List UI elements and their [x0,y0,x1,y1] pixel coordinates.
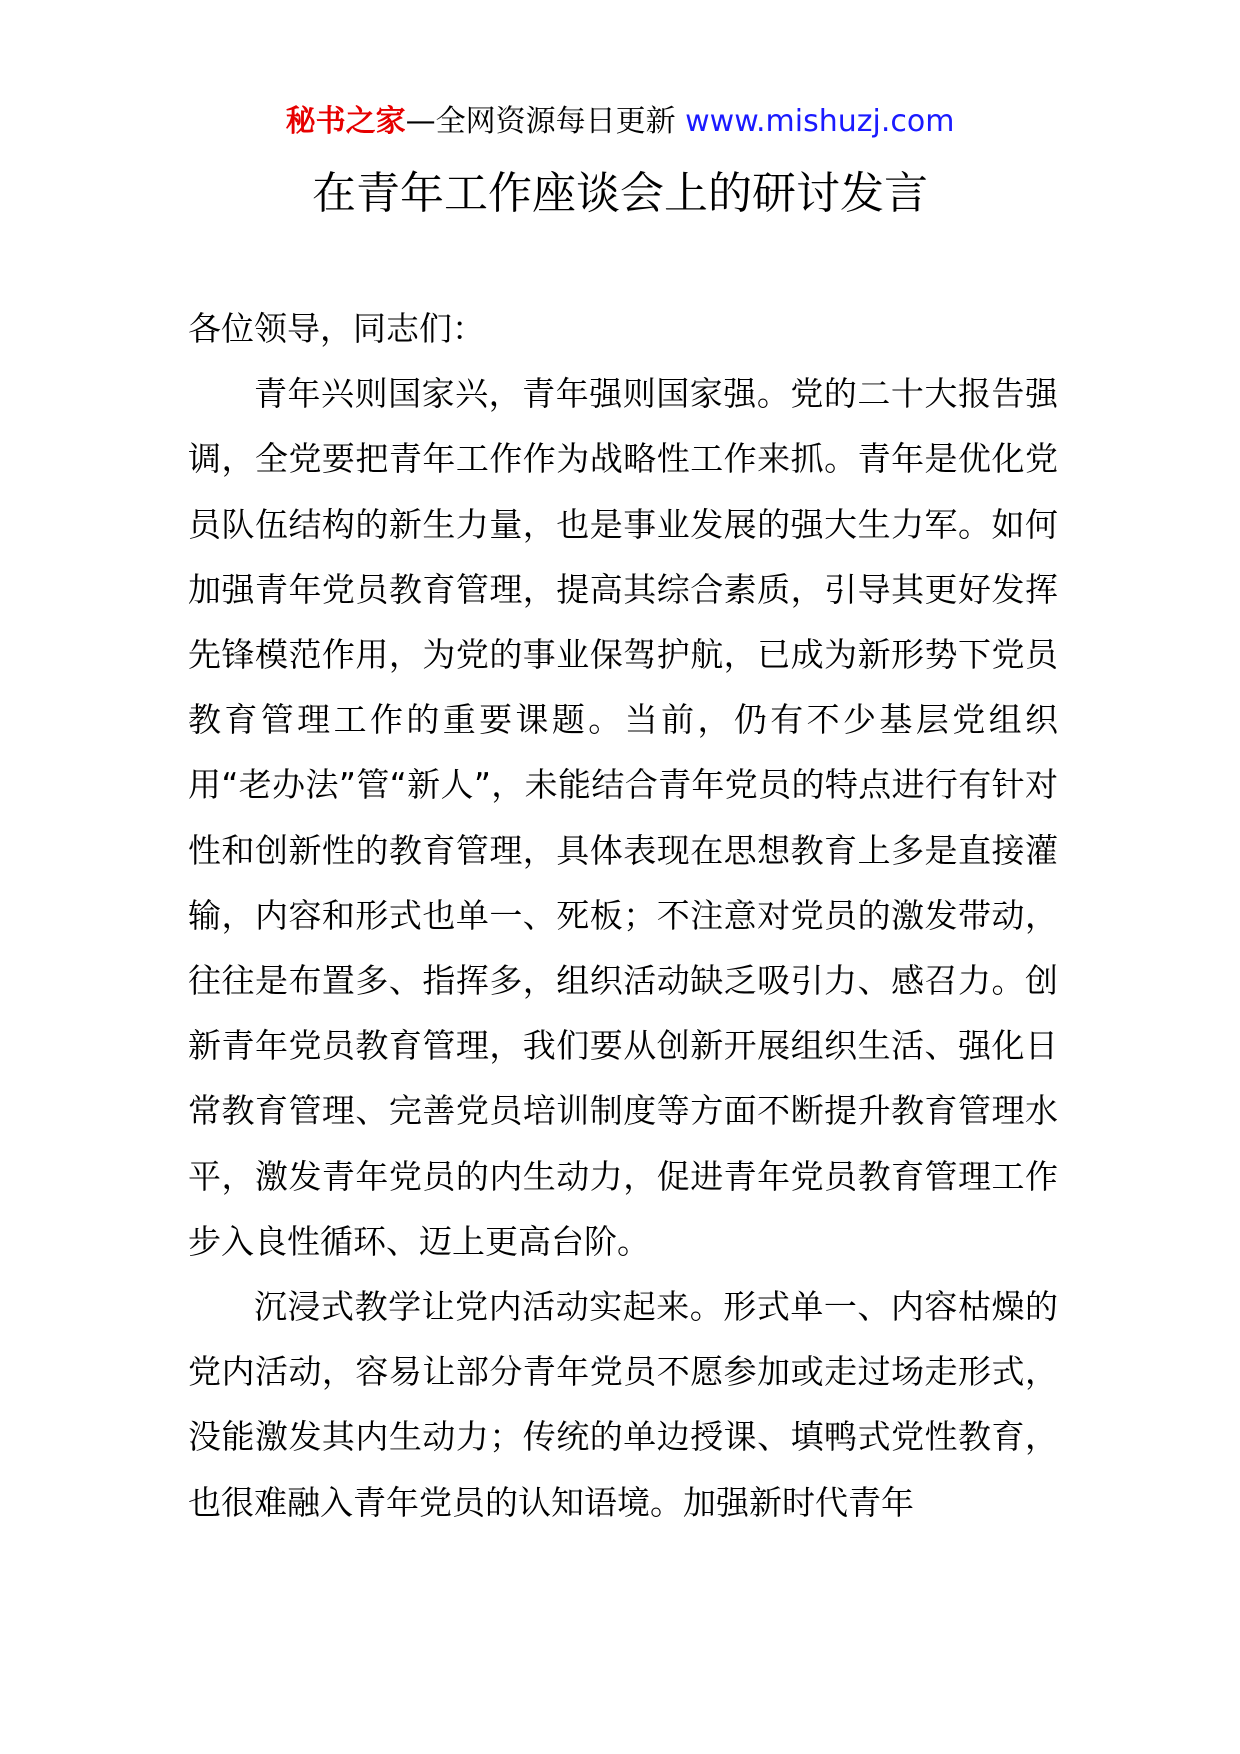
salutation: 各位领导，同志们： [188,309,485,348]
paragraph: 青年兴则国家兴，青年强则国家强。党的二十大报告强调，全党要把青年工作作为战略性工作来抓。青年是优化党员队伍结构的新生力量，也是事业发展的强大生力军。如何加强青年党员教育管理，提高其综合素质，引导其更好发挥先锋模范作用，为党的事业保驾护航，已成为新形势下党员教育管理工作的重要课题。当前，仍有不少基层党组织用“老办法”管“新人”，未能结合青年党员的特点进行有针对性和创新性的教育管理，具体表现在思想教育上多是直接灌输，内容和形式也单一、死板；不注意对党员的激发带动，往往是布置多、指挥多，组织活动缺乏吸引力、感召力。创新青年党员教育管理，我们要从创新开展组织生活、强化日常教育管理、完善党员培训制度等方面不断提升教育管理水平，激发青年党员的内生动力，促进青年党员教育管理工作步入良性循环、迈上更高台阶。 [188,374,1058,1261]
site-brand: 秘书之家 [285,104,406,139]
document-body [188,296,1058,1535]
site-header [0,102,1240,142]
document-title: 在青年工作座谈会上的研讨发言 [312,168,928,219]
site-tagline: —全网资源每日更新 [405,104,676,139]
paragraph: 沉浸式教学让党内活动实起来。形式单一、内容枯燥的党内活动，容易让部分青年党员不愿参加或走过场走形式，没能激发其内生动力；传统的单边授课、填鸭式党性教育，也很难融入青年党员的认知语境。加强新时代青年 [188,1287,1058,1522]
site-url-link[interactable]: www.mishuzj.com [685,104,955,139]
